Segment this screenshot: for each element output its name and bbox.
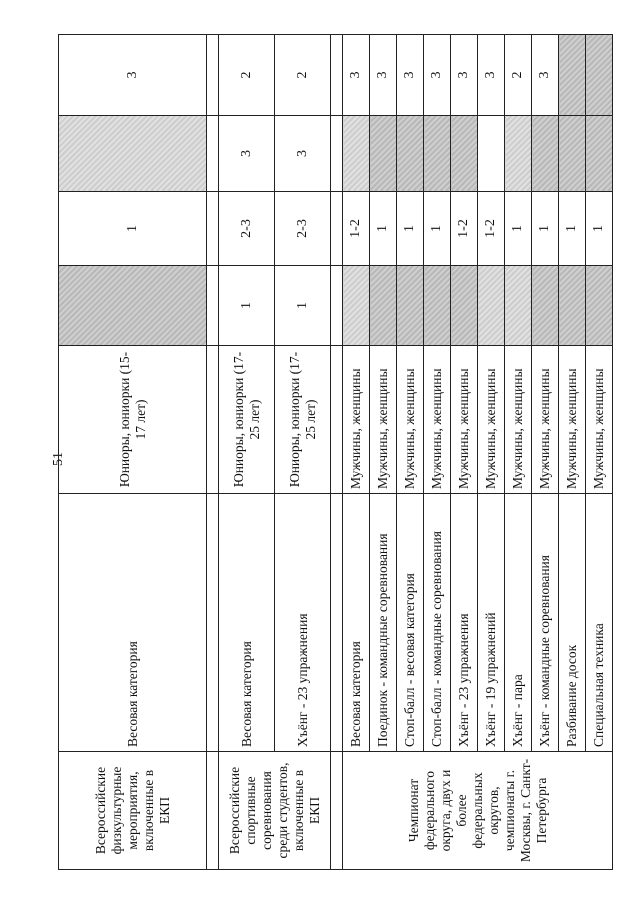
- event-cell: Всероссийские физкультурные мероприятия, включенные в ЕКП: [59, 752, 207, 870]
- place-1-cell: [586, 266, 613, 346]
- table-row: [275, 35, 331, 870]
- section-gap: [331, 35, 343, 870]
- place-4-cell: 3: [397, 35, 424, 116]
- table-row: [397, 35, 424, 870]
- place-2-cell: 1-2: [451, 192, 478, 266]
- table-row: [559, 35, 586, 870]
- age-group-cell: Мужчины, женщины: [505, 346, 532, 494]
- place-4-cell: 2: [219, 35, 275, 116]
- discipline-cell: Хъёнг - 19 упражнений: [478, 494, 505, 752]
- place-4-cell: 2: [275, 35, 331, 116]
- discipline-cell: Специальная техника: [586, 494, 613, 752]
- place-3-cell: [59, 116, 207, 192]
- place-2-cell: 1: [397, 192, 424, 266]
- place-2-cell: 2-3: [275, 192, 331, 266]
- table-row: [370, 35, 397, 870]
- place-1-cell: [478, 266, 505, 346]
- place-2-cell: 1: [559, 192, 586, 266]
- rotated-table-container: [58, 35, 606, 870]
- place-4-cell: [586, 35, 613, 116]
- age-group-cell: Мужчины, женщины: [370, 346, 397, 494]
- place-1-cell: [343, 266, 370, 346]
- age-group-cell: Юниоры, юниорки (15-17 лет): [59, 346, 207, 494]
- discipline-cell: Стоп-балл - весовая категория: [397, 494, 424, 752]
- place-3-cell: [586, 116, 613, 192]
- section-gap: [207, 35, 219, 870]
- place-4-cell: 3: [370, 35, 397, 116]
- place-2-cell: 1-2: [343, 192, 370, 266]
- age-group-cell: Юниоры, юниорки (17-25 лет): [275, 346, 331, 494]
- age-group-cell: Мужчины, женщины: [343, 346, 370, 494]
- age-group-cell: Мужчины, женщины: [532, 346, 559, 494]
- place-1-cell: [532, 266, 559, 346]
- table-row: [532, 35, 559, 870]
- sports-ranking-table: [58, 34, 613, 870]
- place-4-cell: 2: [505, 35, 532, 116]
- discipline-cell: Разбивание досок: [559, 494, 586, 752]
- place-4-cell: 3: [59, 35, 207, 116]
- table-row: [505, 35, 532, 870]
- place-3-cell: 3: [219, 116, 275, 192]
- place-4-cell: 3: [343, 35, 370, 116]
- place-3-cell: [451, 116, 478, 192]
- event-cell: Чемпионат федерального округа, двух и более федеральных округов, чемпионаты г. Москвы, г. Санкт-Петербурга: [343, 752, 613, 870]
- place-3-cell: [532, 116, 559, 192]
- place-3-cell: [478, 116, 505, 192]
- age-group-cell: Мужчины, женщины: [586, 346, 613, 494]
- place-1-cell: [424, 266, 451, 346]
- table-row: [343, 35, 370, 870]
- place-2-cell: 1: [424, 192, 451, 266]
- place-3-cell: [343, 116, 370, 192]
- place-1-cell: [559, 266, 586, 346]
- place-1-cell: 1: [275, 266, 331, 346]
- place-2-cell: 1: [59, 192, 207, 266]
- discipline-cell: Весовая категория: [219, 494, 275, 752]
- age-group-cell: Мужчины, женщины: [397, 346, 424, 494]
- table-row: [478, 35, 505, 870]
- page-number: 51: [51, 452, 66, 466]
- discipline-cell: Хъёнг - командные соревнования: [532, 494, 559, 752]
- place-1-cell: [451, 266, 478, 346]
- age-group-cell: Юниоры, юниорки (17-25 лет): [219, 346, 275, 494]
- place-4-cell: 3: [478, 35, 505, 116]
- place-2-cell: 1-2: [478, 192, 505, 266]
- place-3-cell: [505, 116, 532, 192]
- table-row: [586, 35, 613, 870]
- discipline-cell: Хъёнг - пара: [505, 494, 532, 752]
- age-group-cell: Мужчины, женщины: [451, 346, 478, 494]
- age-group-cell: Мужчины, женщины: [424, 346, 451, 494]
- discipline-cell: Хъёнг - 23 упражнения: [451, 494, 478, 752]
- place-4-cell: [559, 35, 586, 116]
- table-row: [59, 35, 207, 870]
- place-1-cell: 1: [219, 266, 275, 346]
- place-3-cell: [397, 116, 424, 192]
- age-group-cell: Мужчины, женщины: [559, 346, 586, 494]
- age-group-cell: Мужчины, женщины: [478, 346, 505, 494]
- place-2-cell: 1: [586, 192, 613, 266]
- place-2-cell: 1: [505, 192, 532, 266]
- place-4-cell: 3: [451, 35, 478, 116]
- place-1-cell: [370, 266, 397, 346]
- place-3-cell: [424, 116, 451, 192]
- place-3-cell: [370, 116, 397, 192]
- place-4-cell: 3: [424, 35, 451, 116]
- place-1-cell: [505, 266, 532, 346]
- table-row: [424, 35, 451, 870]
- event-cell: Всероссийские спортивные соревнования среди студентов, включенные в ЕКП: [219, 752, 331, 870]
- place-1-cell: [59, 266, 207, 346]
- place-3-cell: 3: [275, 116, 331, 192]
- discipline-cell: Стоп-балл - командные соревнования: [424, 494, 451, 752]
- place-2-cell: 2-3: [219, 192, 275, 266]
- discipline-cell: Хъёнг - 23 упражнения: [275, 494, 331, 752]
- table-row: [451, 35, 478, 870]
- discipline-cell: Весовая категория: [343, 494, 370, 752]
- place-4-cell: 3: [532, 35, 559, 116]
- place-3-cell: [559, 116, 586, 192]
- place-1-cell: [397, 266, 424, 346]
- discipline-cell: Поединок - командные соревнования: [370, 494, 397, 752]
- table-row: [219, 35, 275, 870]
- place-2-cell: 1: [370, 192, 397, 266]
- place-2-cell: 1: [532, 192, 559, 266]
- discipline-cell: Весовая категория: [59, 494, 207, 752]
